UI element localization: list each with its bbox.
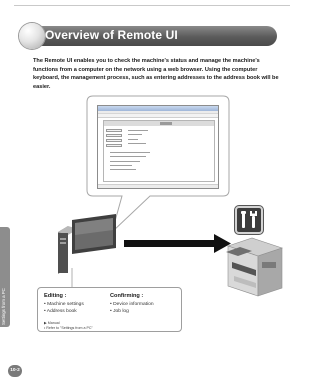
editing-item: • Machine settings (44, 302, 84, 307)
content-line (110, 169, 136, 170)
nav-button (106, 139, 122, 142)
browser-window-screenshot (97, 105, 219, 189)
content-line (128, 130, 148, 131)
nav-button (106, 129, 122, 132)
arrow-icon (124, 234, 231, 253)
intro-paragraph: The Remote UI enables you to check the machine's status and manage the machine's functions from a computer on the network using a web browser. Using the computer keyboard, the management process, such as entering addresses to the address book will be easier. (33, 58, 279, 90)
confirming-item: • Job log (110, 309, 129, 314)
nav-button (106, 144, 122, 147)
browser-toolbar (98, 114, 218, 118)
manual-reference-note (44, 321, 93, 330)
editing-column (44, 293, 84, 315)
content-line (110, 161, 140, 162)
side-tab-label: Settings from a PC (1, 288, 6, 325)
multifunction-printer-icon (226, 238, 282, 296)
remote-ui-banner (104, 121, 214, 126)
browser-statusbar (98, 184, 218, 188)
content-line (128, 139, 138, 140)
computer-icon (58, 214, 116, 274)
nav-button (106, 134, 122, 137)
confirming-item: • Device information (110, 302, 154, 307)
editing-heading: Editing : (44, 293, 67, 299)
editing-item: • Address book (44, 309, 77, 314)
note-line: ▶ Manual (44, 321, 60, 325)
page-title: Overview of Remote UI (45, 28, 178, 42)
confirming-heading: Confirming : (110, 293, 144, 299)
feature-box (37, 287, 182, 332)
remote-ui-logo (160, 122, 172, 125)
content-line (128, 143, 146, 144)
content-line (128, 134, 142, 135)
wrench-screwdriver-icon (235, 206, 263, 234)
remote-ui-page (103, 120, 215, 182)
content-line (110, 152, 150, 153)
remote-ui-nav (106, 129, 122, 149)
page-number: 10-2 (8, 365, 22, 377)
content-line (110, 156, 146, 157)
note-line: • Refer to "Settings from a PC" (44, 325, 93, 330)
confirming-column (110, 293, 154, 315)
content-line (110, 165, 132, 166)
